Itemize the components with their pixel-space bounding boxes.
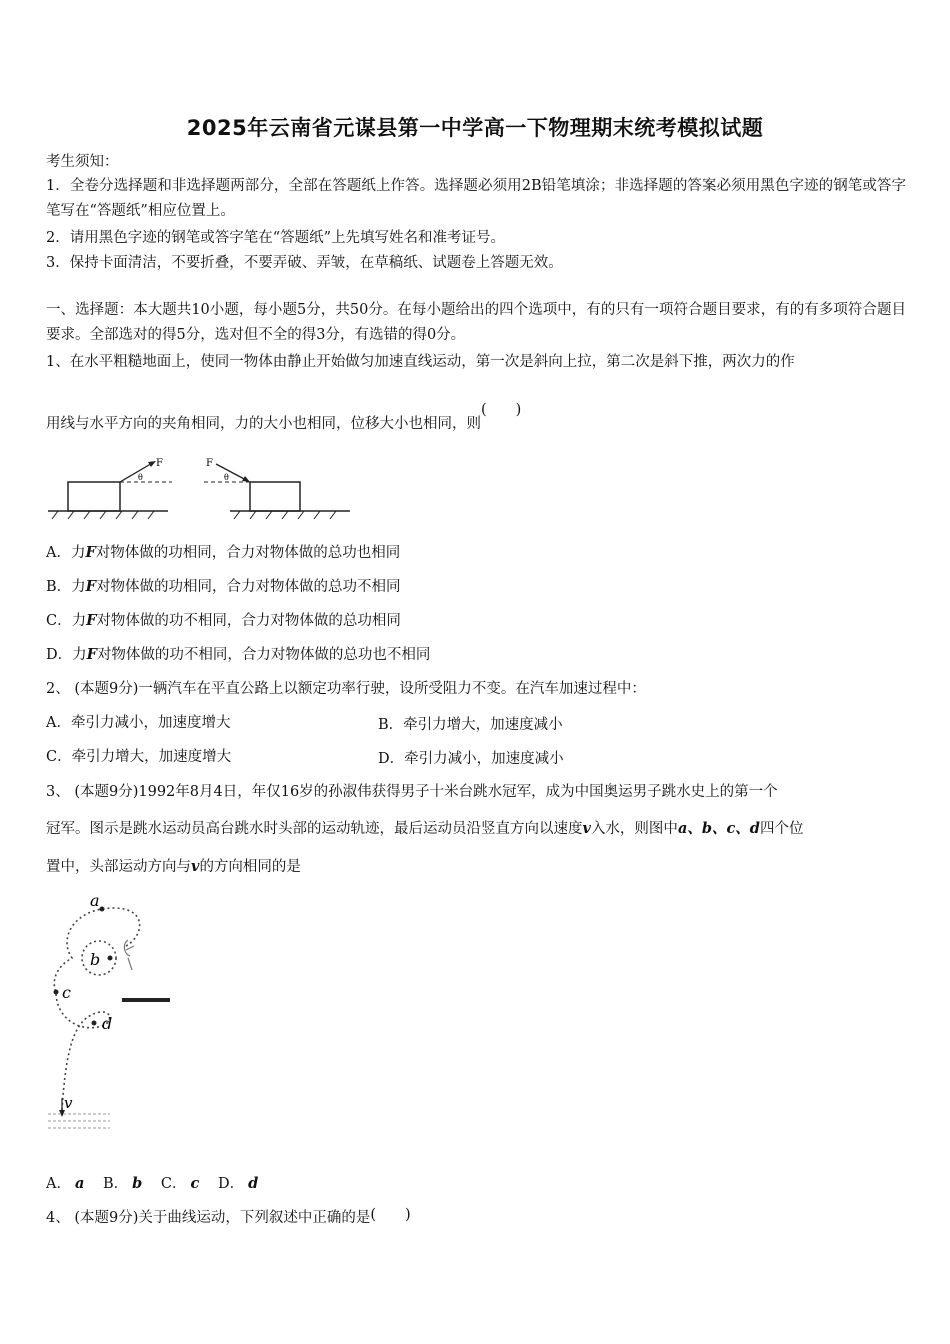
q3-option-a[interactable] [46,1176,84,1192]
option-key: A． [46,545,71,561]
angle-label-1: θ [138,473,143,482]
page-title: 2025年云南省元谋县第一中学高一下物理期末统考模拟试题 [186,116,764,140]
water-surface [48,1114,110,1128]
option-var: F [85,544,96,561]
q4-stem-text: 4、 (本题9分)关于曲线运动，下列叙述中正确的是 [46,1210,371,1226]
q1-figure [44,452,354,524]
q1-option-d[interactable] [46,645,430,665]
option-key: C． [46,613,72,629]
label-a: a [90,891,100,910]
label-b: b [90,950,101,969]
q1-stem-line1: 1、在水平粗糙地面上，使同一物体由静止开始做匀加速直线运动，第一次是斜向上拉，第二次是斜下推，两次力的作 [46,354,795,370]
q4-stem [46,1208,411,1228]
force-label-2: F [206,458,213,469]
q3-var-v: v [191,858,200,875]
point-a [100,907,105,912]
option-key: A． [46,1176,71,1192]
q2-option-d[interactable]: D．牵引力减小，加速度减小 [378,751,564,767]
option-val: a [74,1175,85,1192]
label-v: v [64,1094,73,1112]
q2-option-c[interactable]: C．牵引力增大，加速度增大 [46,749,232,765]
q1-stem-line2 [46,402,522,434]
label-c: c [62,983,71,1002]
ground-hatch-1 [52,511,154,519]
q3-vars: a、b、c、d [677,820,760,837]
option-val: c [190,1175,200,1192]
option-text: 对物体做的功相同，合力对物体做的总功不相同 [95,579,401,595]
option-var: F [86,646,97,663]
q3-option-d[interactable] [218,1176,258,1192]
option-text: 力 [72,647,87,663]
q3-stem-line1: 3、 (本题9分)1992年8月4日，年仅16岁的孙淑伟获得男子十米台跳水冠军，成为中国奥运男子跳水史上的第一个 [46,784,778,800]
option-text: 力 [71,613,87,629]
q3-text: 置中，头部运动方向与 [46,859,191,875]
option-text: 对物体做的功不相同，合力对物体做的总功相同 [96,613,401,629]
q2-option-b[interactable]: B．牵引力增大，加速度减小 [378,717,563,733]
option-var: F [85,578,96,595]
option-text: 力 [70,545,86,561]
notice-item-3: 3．保持卡面清洁，不要折叠，不要弄破、弄皱，在草稿纸、试题卷上答题无效。 [46,255,563,271]
option-val: d [248,1175,259,1192]
q3-option-c[interactable] [161,1176,199,1192]
diving-platform [122,998,170,1002]
section-intro: 一、选择题：本大题共10小题，每小题5分，共50分。在每小题给出的四个选项中，有的只有一项符合题目要求，有的有多项符合题目要求。全部选对的得5分，选对但不全的得3分，有选错的得0分。 [46,302,906,343]
q1-option-a[interactable] [46,543,400,563]
option-key: C． [160,1176,187,1192]
force-arrow-1 [120,462,154,482]
option-key: D． [217,1176,245,1192]
diver-sketch [124,940,134,970]
option-key: B． [46,579,72,595]
option-text: 对物体做的功不相同，合力对物体做的总功也不相同 [96,647,431,663]
q1-stem-text: 用线与水平方向的夹角相同，力的大小也相同，位移大小也相同，则 [46,416,481,432]
angle-label-2: θ [224,473,229,482]
option-val: b [132,1175,143,1192]
q1-option-b[interactable] [46,577,400,597]
q2-stem: 2、 (本题9分)一辆汽车在平直公路上以额定功率行驶，设所受阻力不变。在汽车加速过程中： [46,681,646,697]
option-text: 对物体做的功相同，合力对物体做的总功也相同 [95,545,401,561]
block-2 [250,482,300,511]
notice-item-2: 2．请用黑色字迹的钢笔或答字笔在“答题纸”上先填写姓名和准考证号。 [46,230,506,246]
block-1 [68,482,120,511]
q3-figure [44,888,184,1138]
option-text: 力 [71,579,86,595]
trajectory-path [54,908,139,1110]
force-arrow-2 [216,464,248,481]
force-label-1: F [156,458,163,469]
notice-item-1: 1．全卷分选择题和非选择题两部分，全部在答题纸上作答。选择题必须用2B铅笔填涂；非选择题的答案必须用黑色字迹的钢笔或答字笔写在“答题纸”相应位置上。 [46,178,906,219]
ground-hatch-2 [234,511,336,519]
option-key: D． [46,647,73,663]
q3-stem-line2 [46,819,803,839]
point-c [54,990,59,995]
force-arrowhead-1 [148,461,156,467]
option-key: B． [103,1176,129,1192]
q3-text: 冠军。图示是跳水运动员高台跳水时头部的运动轨迹，最后运动员沿竖直方向以速度 [46,821,583,837]
point-b [108,956,113,961]
q3-options [46,1174,258,1194]
q1-answer-paren: ( ) [481,402,522,418]
notice-heading: 考生须知： [46,154,119,170]
label-d: d [102,1014,113,1033]
q3-option-b[interactable] [103,1176,142,1192]
q3-text: 四个位 [759,821,804,837]
q4-answer-paren: ( ) [370,1207,411,1223]
q3-var-v: v [582,820,591,837]
q2-option-a[interactable]: A．牵引力减小，加速度增大 [46,715,231,731]
option-var: F [86,612,97,629]
q3-text: 的方向相同的是 [199,859,301,875]
q3-text: 入水，则图中 [590,821,678,837]
point-d [92,1021,97,1026]
q1-option-c[interactable] [46,611,401,631]
q3-stem-line3 [46,857,301,877]
